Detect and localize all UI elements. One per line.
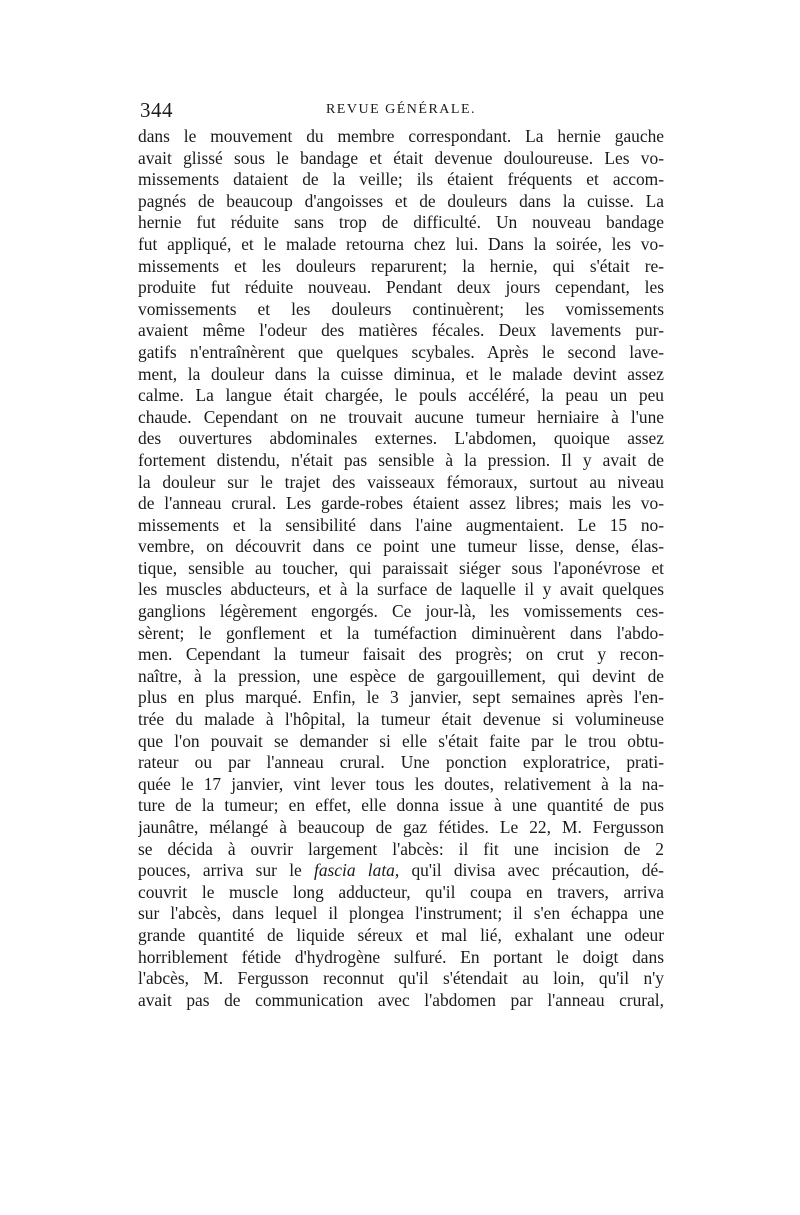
text-line: dans le mouvement du membre correspondant. La hernie gauche: [138, 126, 664, 146]
text-line: calme. La langue était chargée, le pouls accéléré, la peau un peu: [138, 385, 664, 406]
text-line: fut appliqué, et le malade retourna chez lui. Dans la soirée, les vo-: [138, 233, 664, 254]
running-head: REVUE GÉNÉRALE.: [325, 102, 477, 117]
text-line: produite fut réduite nouveau. Pendant deux jours cependant, les: [138, 277, 664, 298]
text-line: missements et la sensibilité dans l'aine augmentaient. Le 15 no-: [138, 514, 664, 535]
text-segment: pouces, arriva sur le: [138, 860, 302, 881]
text-line: ture de la tumeur; en effet, elle donna issue à une quantité de pus: [138, 795, 664, 816]
text-line: sèrent; le gonflement et la tuméfaction diminuèrent dans l'abdo-: [138, 622, 664, 643]
text-line: quée le 17 janvier, vint lever tous les doutes, relativement à la na-: [138, 773, 664, 794]
text-line: horriblement fétide d'hydrogène sulfuré. En portant le doigt dans: [138, 946, 664, 967]
page-header: [138, 94, 664, 124]
text-segment: , qu'il divisa avec précaution, dé-: [394, 860, 664, 881]
text-line: jaunâtre, mélangé à beaucoup de gaz fétides. Le 22, M. Fergusson: [138, 817, 664, 837]
text-line: missements et les douleurs reparurent; la hernie, qui s'était re-: [138, 255, 664, 276]
text-line: grande quantité de liquide séreux et mal lié, exhalant une odeur: [138, 924, 664, 945]
text-line: que l'on pouvait se demander si elle s'était faite par le trou obtu-: [138, 730, 664, 751]
text-line: les muscles abducteurs, et à la surface de laquelle il y avait quelques: [138, 579, 664, 600]
text-line: hernie fut réduite sans trop de difficulté. Un nouveau bandage: [138, 212, 664, 233]
text-line: avaient même l'odeur des matières fécales. Deux lavements pur-: [138, 320, 664, 341]
text-line: se décida à ouvrir largement l'abcès: il fit une incision de 2: [138, 838, 664, 859]
book-page: [138, 94, 664, 1011]
text-line: couvrit le muscle long adducteur, qu'il coupa en travers, arriva: [138, 881, 664, 902]
italic-term: fascia lata: [314, 860, 395, 881]
text-line: trée du malade à l'hôpital, la tumeur était devenue si volumineuse: [138, 709, 664, 730]
text-line: vembre, on découvrit dans ce point une tumeur lisse, dense, élas-: [138, 536, 664, 557]
text-line: chaude. Cependant on ne trouvait aucune tumeur herniaire à l'une: [138, 406, 664, 427]
text-line: pagnés de beaucoup d'angoisses et de douleurs dans la cuisse. La: [138, 190, 664, 211]
page-number: 344: [140, 98, 173, 122]
text-line: ment, la douleur dans la cuisse diminua, et le malade devint assez: [138, 363, 664, 384]
body-text: [138, 126, 664, 1011]
text-line: sur l'abcès, dans lequel il plongea l'instrument; il s'en échappa une: [138, 903, 664, 924]
text-line: la douleur sur le trajet des vaisseaux fémoraux, surtout au niveau: [138, 471, 664, 492]
text-line: naître, à la pression, une espèce de gargouillement, qui devint de: [138, 665, 664, 686]
text-line: missements dataient de la veille; ils étaient fréquents et accom-: [138, 169, 664, 190]
text-line: vomissements et les douleurs continuèrent; les vomissements: [138, 298, 664, 319]
text-line: fortement distendu, n'était pas sensible à la pression. Il y avait de: [138, 449, 664, 470]
text-line: [138, 860, 664, 882]
text-line: des ouvertures abdominales externes. L'abdomen, quoique assez: [138, 428, 664, 449]
text-line: avait pas de communication avec l'abdomen par l'anneau crural,: [138, 989, 664, 1010]
text-line: de l'anneau crural. Les garde-robes étaient assez libres; mais les vo-: [138, 493, 664, 514]
text-line: rateur ou par l'anneau crural. Une ponction exploratrice, prati-: [138, 752, 664, 773]
text-line: men. Cependant la tumeur faisait des progrès; on crut y recon-: [138, 644, 664, 665]
text-line: plus en plus marqué. Enfin, le 3 janvier, sept semaines après l'en-: [138, 687, 664, 708]
text-line: l'abcès, M. Fergusson reconnut qu'il s'étendait au loin, qu'il n'y: [138, 968, 664, 989]
text-line: ganglions légèrement engorgés. Ce jour-là, les vomissements ces-: [138, 601, 664, 622]
text-line: avait glissé sous le bandage et était devenue douloureuse. Les vo-: [138, 147, 664, 168]
text-line: tique, sensible au toucher, qui paraissait siéger sous l'aponévrose et: [138, 557, 664, 578]
text-line: gatifs n'entraînèrent que quelques scybales. Après le second lave-: [138, 341, 664, 362]
